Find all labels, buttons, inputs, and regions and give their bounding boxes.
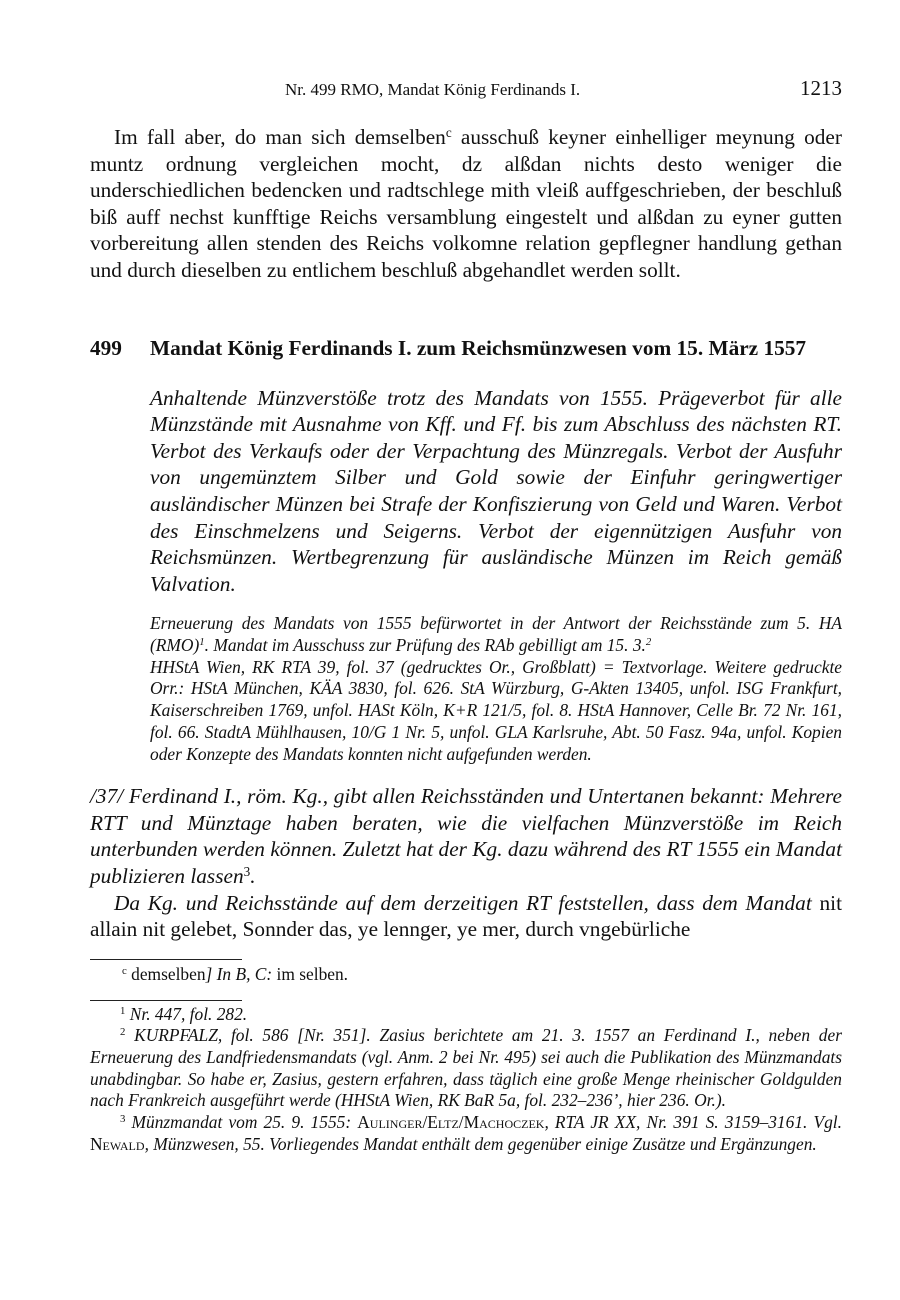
author-name: Newald: [90, 1133, 145, 1154]
mandate-para2-roman: nit allain nit gelebet, Sonnder das, ye lennger, ye mer, durch vngebürliche: [90, 890, 842, 942]
mandate-para1: /37/ Ferdinand I., röm. Kg., gibt allen Reichsständen und Untertanen bekannt: Mehrere RTT und Münztage haben beraten, wie die vielfachen Münzverstöße im Reich unterbunden werden können. Zuletzt hat der Kg. dazu während des RT 1555 ein Mandat publizieren lassen: [90, 784, 842, 889]
footnotes: [90, 1004, 842, 1156]
entry-heading: [90, 336, 842, 361]
textcrit-siglum: In B, C:: [212, 963, 273, 984]
intro-text: Im fall aber, do man sich demselben: [114, 125, 446, 149]
textcrit-note: [90, 964, 842, 986]
footnote-text: Nr. 447, fol. 282.: [129, 1003, 248, 1024]
mandate-paragraph-1: [90, 783, 842, 889]
footnote-1: [90, 1004, 842, 1026]
footnote-mark: 3: [120, 1113, 126, 1126]
abstract: Anhaltende Münzverstöße trotz des Mandats von 1555. Prägeverbot für alle Münzstände mit Ausnahme von Kff. und Ff. bis zum Abschluss des nächsten RT. Verbot des Verkaufs oder der Verpachtung des Münzregals. Verbot der Ausfuhr von ungemünztem Silber und Gold sowie der Einfuhr geringwertiger ausländischer Münzen bei Strafe der Konfiszierung von Geld und Waren. Verbot des Einschmelzens und Seigerns. Verbot der eigennützigen Ausfuhr von Reichsmünzen. Wertbegrenzung für ausländische Münzen im Reich gemäß Valvation.: [150, 385, 842, 596]
footnote-text: , Münzwesen, 55. Vorliegendes Mandat enthält dem gegenüber einige Zusätze und Ergänzungen.: [144, 1133, 817, 1154]
footnote-3: [90, 1112, 842, 1155]
source-archives: HHStA Wien, RK RTA 39, fol. 37 (gedrucktes Or., Großblatt) = Textvorlage. Weitere gedruckte Orr.: HStA München, KÄA 3830, fol. 626. StA Würzburg, G-Akten 13405, unfol. ISG Frankfurt, Kaiserschreiben 1769, unfol. HASt Köln, K+R 121/5, fol. 8. HStA Hannover, Celle Br. 72 Nr. 161, fol. 66. StadtA Mühlhausen, 10/G 1 Nr. 5, unfol. GLA Karlsruhe, Abt. 50 Fasz. 94a, unfol. Kopien oder Konzepte des Mandats konnten nicht aufgefunden werden.: [150, 656, 842, 764]
source-text-1: Erneuerung des Mandats von 1555 befürwortet in der Antwort der Reichsstände zum 5. HA (RMO): [150, 613, 842, 656]
running-head: Nr. 499 RMO, Mandat König Ferdinands I.: [285, 80, 581, 99]
textcrit-reading: im selben.: [272, 963, 349, 984]
source-text-2: . Mandat im Ausschuss zur Prüfung des RAb gebilligt am 15. 3.: [204, 635, 646, 656]
mandate-para2-italic: Da Kg. und Reichsstände auf dem derzeitigen RT feststellen, dass dem Mandat: [114, 890, 812, 915]
entry-title: Mandat König Ferdinands I. zum Reichsmünzwesen vom 15. März 1557: [150, 335, 807, 360]
page-number: 1213: [800, 76, 842, 100]
textcrit-mark: c: [445, 124, 452, 140]
mandate-para1-end: .: [250, 864, 256, 889]
footnote-text: KURPFALZ, fol. 586 [Nr. 351]. Zasius berichtete am 21. 3. 1557 an Ferdinand I., neben der Erneuerung des Landfriedensmandats (vgl. Anm. 2 bei Nr. 495) sei auch die Publikation des Münzmandats unabdingbar. So habe er, Zasius, gestern erfahren, dass täglich eine große Menge rheinischer Goldgulden nach Frankreich ausgeführt werde (HHStA Wien, RK BaR 5a, fol. 232–236’, hier 236. Or.).: [90, 1025, 842, 1111]
source-note: [150, 613, 842, 765]
textcrit-lemma: demselben: [131, 963, 206, 984]
footnote-mark: 1: [120, 1004, 126, 1017]
footnote-divider: [90, 1000, 242, 1001]
footnote-mark: 2: [120, 1026, 126, 1039]
intro-text-rest: ausschuß keyner einhelliger meynung oder muntz ordnung vergleichen mocht, dz alßdan nichts desto weniger die underschiedlichen bedencken und radtschlege mith vleiß auffgeschrieben, der beschluß biß auff nechst kunfftige Reichs versamblung eingestelt und alßdan zu eyner gutten vorbereitung allen stenden des Reichs volkomne relation gepflegner handlung gethan und durch dieselben zu entlichem beschluß abgehandlet werden sollt.: [90, 125, 842, 282]
author-names: Aulinger/Eltz/Machoczek: [357, 1112, 545, 1133]
entry-number: 499: [90, 335, 122, 360]
footnote-text: , RTA JR XX, Nr. 391 S. 3159–3161. Vgl.: [544, 1112, 842, 1133]
footnote-text: Münzmandat vom 25. 9. 1555:: [131, 1112, 358, 1133]
mandate-paragraph-2: [90, 890, 842, 943]
document-page: [90, 72, 842, 1155]
footnote-ref-2: 2: [645, 636, 652, 649]
mandate-text: [90, 783, 842, 943]
footnote-ref-1: 1: [199, 636, 205, 649]
footnote-2: [90, 1025, 842, 1112]
page-header: [90, 72, 842, 102]
footnote-ref-3: 3: [243, 863, 251, 879]
textcrit-note-mark: c: [122, 964, 127, 977]
intro-paragraph: [90, 124, 842, 284]
footnote-divider: [90, 959, 242, 960]
textcrit-bracket: ]: [205, 963, 213, 984]
